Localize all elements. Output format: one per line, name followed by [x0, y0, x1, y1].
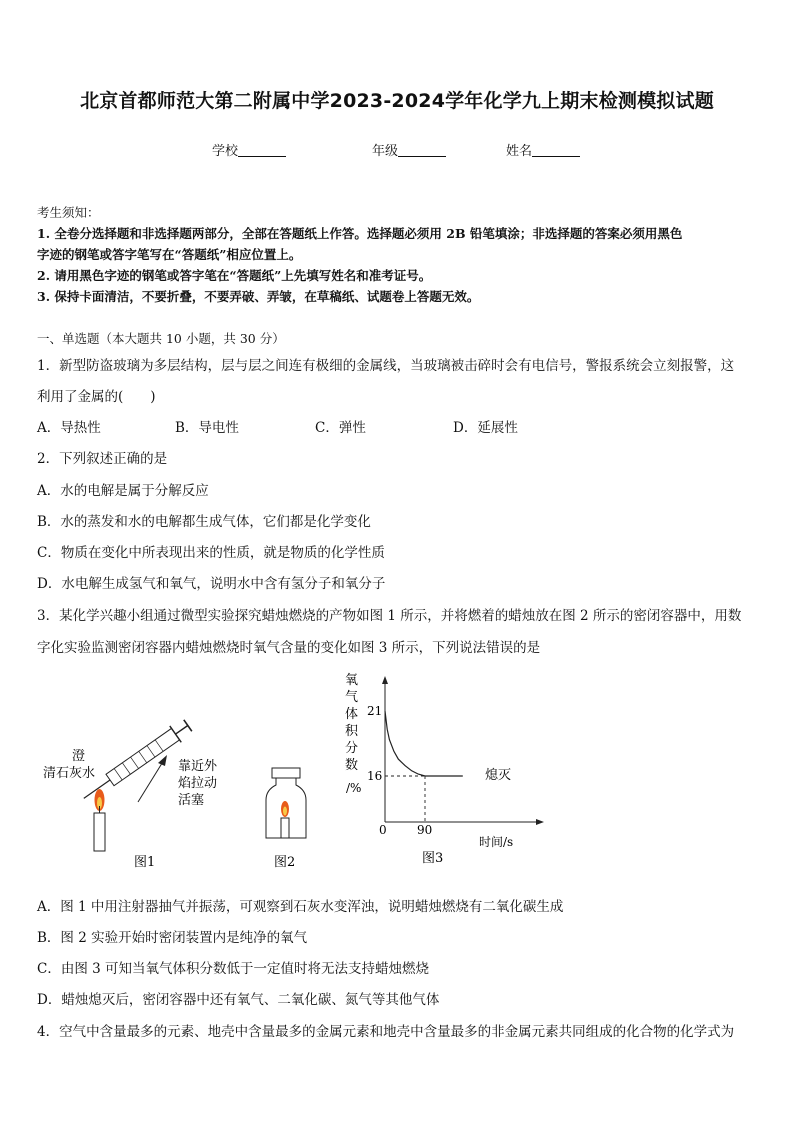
name-label: 姓名	[506, 144, 533, 159]
q1-option-b[interactable]: B．导电性	[175, 420, 239, 436]
q2-stem: 2．下列叙述正确的是	[37, 451, 168, 467]
q2-option-d[interactable]: D．水电解生成氢气和氧气，说明水中含有氢分子和氧分子	[37, 576, 386, 592]
y-axis-arrow	[382, 676, 388, 684]
q1-stem-line1: 1．新型防盗玻璃为多层结构，层与层之间连有极细的金属线，当玻璃被击碎时会有电信号，警报系统会立刻报警，这	[37, 358, 735, 374]
candle-1	[94, 813, 105, 851]
q3-figures	[0, 660, 794, 880]
q3-option-c[interactable]: C．由图 3 可知当氧气体积分数低于一定值时将无法支持蜡烛燃烧	[37, 961, 430, 977]
ylabel-char: 氧	[345, 673, 359, 688]
extinguish-label: 熄灭	[485, 768, 512, 783]
fig1-label-2a: 靠近外	[178, 759, 218, 774]
q3-stem-line2: 字化实验监测密闭容器内蜡烛燃烧时氧气含量的变化如图 3 所示，下列说法错误的是	[37, 640, 541, 656]
fig1-apparatus	[43, 717, 218, 870]
fig1-label-2c: 活塞	[178, 793, 205, 808]
x-axis-arrow	[536, 819, 544, 825]
ylabel-char: 积	[345, 724, 359, 739]
y-tick-label-16: 16	[367, 769, 383, 783]
grade-label: 年级	[372, 144, 399, 159]
name-blank[interactable]	[532, 143, 580, 157]
q1-option-a[interactable]: A．导热性	[37, 420, 101, 436]
q1-stem-line2: 利用了金属的( )	[37, 389, 156, 405]
ylabel-char: 数	[345, 758, 359, 773]
q2-option-c[interactable]: C．物质在变化中所表现出来的性质，就是物质的化学性质	[37, 545, 385, 561]
fig1-label-1b: 清石灰水	[43, 766, 96, 781]
school-label: 学校	[212, 144, 239, 159]
q2-option-a[interactable]: A．水的电解是属于分解反应	[37, 483, 209, 499]
y-tick-label-21: 21	[367, 704, 383, 718]
origin-label: 0	[379, 823, 387, 837]
notice-heading: 考生须知：	[37, 205, 100, 220]
notice-item-1a: 1. 全卷分选择题和非选择题两部分，全部在答题纸上作答。选择题必须用 2B 铅笔填涂；非选择题的答案必须用黑色	[37, 226, 683, 241]
q3-option-d[interactable]: D．蜡烛熄灭后，密闭容器中还有氧气、二氧化碳、氮气等其他气体	[37, 992, 440, 1008]
fig3-caption: 图3	[422, 851, 444, 866]
section-heading: 一、单选题（本大题共 10 小题，共 30 分）	[37, 331, 285, 346]
q3-option-b[interactable]: B．图 2 实验开始时密闭装置内是纯净的氧气	[37, 930, 308, 946]
fig3-chart	[345, 673, 544, 866]
school-blank[interactable]	[238, 143, 286, 157]
fig1-label-1a: 澄	[72, 749, 86, 764]
notice-item-2: 2. 请用黑色字迹的钢笔或答字笔在“答题纸”上先填写姓名和准考证号。	[37, 268, 432, 283]
grade-field[interactable]	[372, 140, 446, 159]
ylabel-char: 分	[345, 741, 359, 756]
q1-option-d[interactable]: D．延展性	[453, 420, 518, 436]
q1-option-c[interactable]: C．弹性	[315, 420, 366, 436]
ylabel-char: 气	[345, 690, 359, 705]
x-tick-label-90: 90	[417, 823, 433, 837]
school-field[interactable]	[212, 140, 286, 159]
fig1-caption: 图1	[134, 855, 156, 870]
page-title: 北京首都师范大第二附属中学2023-2024学年化学九上期末检测模拟试题	[80, 90, 714, 112]
ylabel-char: 体	[345, 707, 359, 722]
ylabel-unit: /%	[346, 781, 362, 795]
arrow-icon	[158, 755, 167, 766]
oxygen-curve	[385, 711, 463, 776]
candle-2	[281, 818, 289, 838]
q4-stem-line1: 4．空气中含量最多的元素、地壳中含量最多的金属元素和地壳中含量最多的非金属元素共同组成的化合物的化学式为	[37, 1024, 735, 1040]
jar-stopper	[272, 768, 300, 778]
notice-item-3: 3. 保持卡面清洁，不要折叠，不要弄破、弄皱，在草稿纸、试题卷上答题无效。	[37, 289, 480, 304]
notice-item-1b: 字迹的钢笔或答字笔写在“答题纸”相应位置上。	[37, 247, 302, 262]
name-field[interactable]	[506, 140, 580, 159]
fig2-apparatus	[266, 768, 306, 870]
fig1-label-2b: 焰拉动	[178, 776, 218, 791]
fig2-caption: 图2	[274, 855, 296, 870]
q2-option-b[interactable]: B．水的蒸发和水的电解都生成气体，它们都是化学变化	[37, 514, 371, 530]
grade-blank[interactable]	[398, 143, 446, 157]
q3-stem-line1: 3．某化学兴趣小组通过微型实验探究蜡烛燃烧的产物如图 1 所示，并将燃着的蜡烛放在图 2 所示的密闭容器中，用数	[37, 608, 742, 624]
xlabel: 时间/s	[479, 835, 514, 849]
q3-option-a[interactable]: A．图 1 中用注射器抽气并振荡，可观察到石灰水变浑浊，说明蜡烛燃烧有二氧化碳生成	[37, 899, 564, 915]
